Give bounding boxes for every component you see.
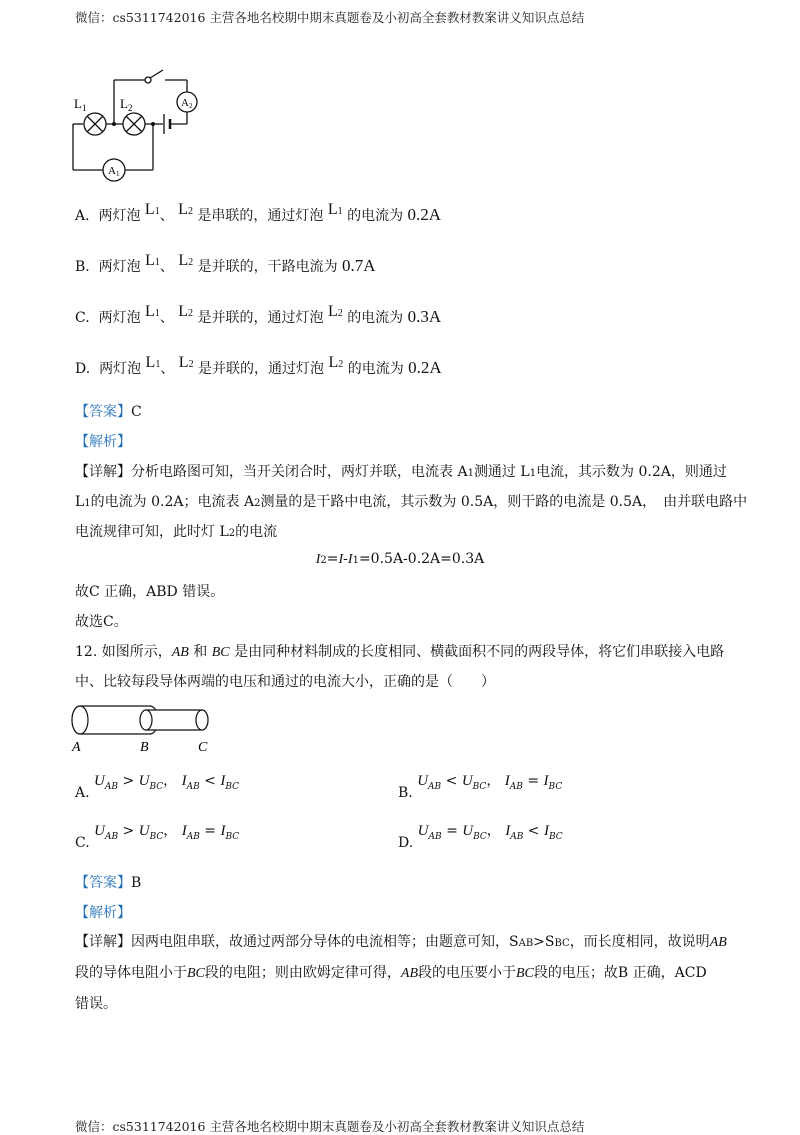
q12-analysis-tag: 【解析】 xyxy=(75,905,131,921)
q11-option-b[interactable]: B. 两灯泡 L1、 L2 是并联的，干路电流为 0.7A xyxy=(75,252,376,275)
figure-label-c: C xyxy=(198,740,208,755)
q11-option-a[interactable]: A. 两灯泡 L1、 L2 是串联的，通过灯泡 L1 的电流为 0.2A xyxy=(75,201,442,224)
conductor-figure xyxy=(68,700,218,756)
q11-detail-line-2: L1的电流为 0.2A；电流表 A2测量的是干路中电流，其示数为 0.5A，则干路的电流是 0.5A， 由并联电路中 xyxy=(75,494,748,510)
q12-option-d[interactable]: D. $U_{AB} = U_{BC}$， $I_{AB} < I_{BC}$ xyxy=(398,823,563,851)
figure-label-a: A xyxy=(72,740,81,755)
q12-option-c[interactable]: C. $U_{AB} > U_{BC}$， $I_{AB} = I_{BC}$ xyxy=(75,823,240,851)
lamp-l2-label: $L_2$ xyxy=(120,96,133,113)
q12-detail-line-3: 错误。 xyxy=(75,996,117,1012)
q12-detail-line-1: 【详解】因两电阻串联，故通过两部分导体的电流相等；由题意可知，SAB>SBC，而长度相同，故说明AB xyxy=(75,934,727,950)
lamp-l1-label: $L_1$ xyxy=(74,96,87,113)
q11-choose: 故选C。 xyxy=(75,614,128,630)
q12-option-b[interactable]: B. $U_{AB} < U_{BC}$， $I_{AB} = I_{BC}$ xyxy=(398,773,563,801)
q12-option-a[interactable]: A. $U_{AB} > U_{BC}$， $I_{AB} < I_{BC}$ xyxy=(75,773,240,801)
q12-detail-line-2: 段的导体电阻小于BC段的电阻；则由欧姆定律可得，AB段的电压要小于BC段的电压；故B 正确，ACD xyxy=(75,965,707,981)
ammeter-a2-label: A2 xyxy=(181,97,193,110)
q11-answer: 【答案】C xyxy=(75,404,142,420)
page-header: 微信：cs5311742016 主营各地名校期中期末真题卷及小初高全套教材教案讲义知识点总结 xyxy=(75,10,585,25)
q11-equation: I2=I-I1=0.5A-0.2A=0.3A xyxy=(315,551,485,567)
q12-stem-line-1: 12. 如图所示，AB 和 BC 是由同种材料制成的长度相同、横截面积不同的两段导体，将它们串联接入电路 xyxy=(75,644,725,660)
page-footer: 微信：cs5311742016 主营各地名校期中期末真题卷及小初高全套教材教案讲义知识点总结 xyxy=(75,1119,585,1134)
ammeter-a1-label: A1 xyxy=(108,165,120,178)
q12-stem-line-2: 中、比较每段导体两端的电压和通过的电流大小，正确的是（ ） xyxy=(75,674,495,690)
q12-answer: 【答案】B xyxy=(75,875,142,891)
figure-label-b: B xyxy=(140,740,149,755)
q11-option-c[interactable]: C. 两灯泡 L1、 L2 是并联的，通过灯泡 L2 的电流为 0.3A xyxy=(75,303,442,326)
circuit-diagram xyxy=(65,60,215,190)
q11-analysis-tag: 【解析】 xyxy=(75,434,131,450)
q11-detail-line-3: 电流规律可知，此时灯 L2的电流 xyxy=(75,524,278,540)
q11-option-d[interactable]: D. 两灯泡 L1、 L2 是并联的，通过灯泡 L2 的电流为 0.2A xyxy=(75,354,442,377)
q11-detail-line-1: 【详解】分析电路图可知，当开关闭合时，两灯并联，电流表 A1测通过 L1电流，其示数为 0.2A，则通过 xyxy=(75,464,727,480)
q11-conclusion: 故C 正确，ABD 错误。 xyxy=(75,584,225,600)
